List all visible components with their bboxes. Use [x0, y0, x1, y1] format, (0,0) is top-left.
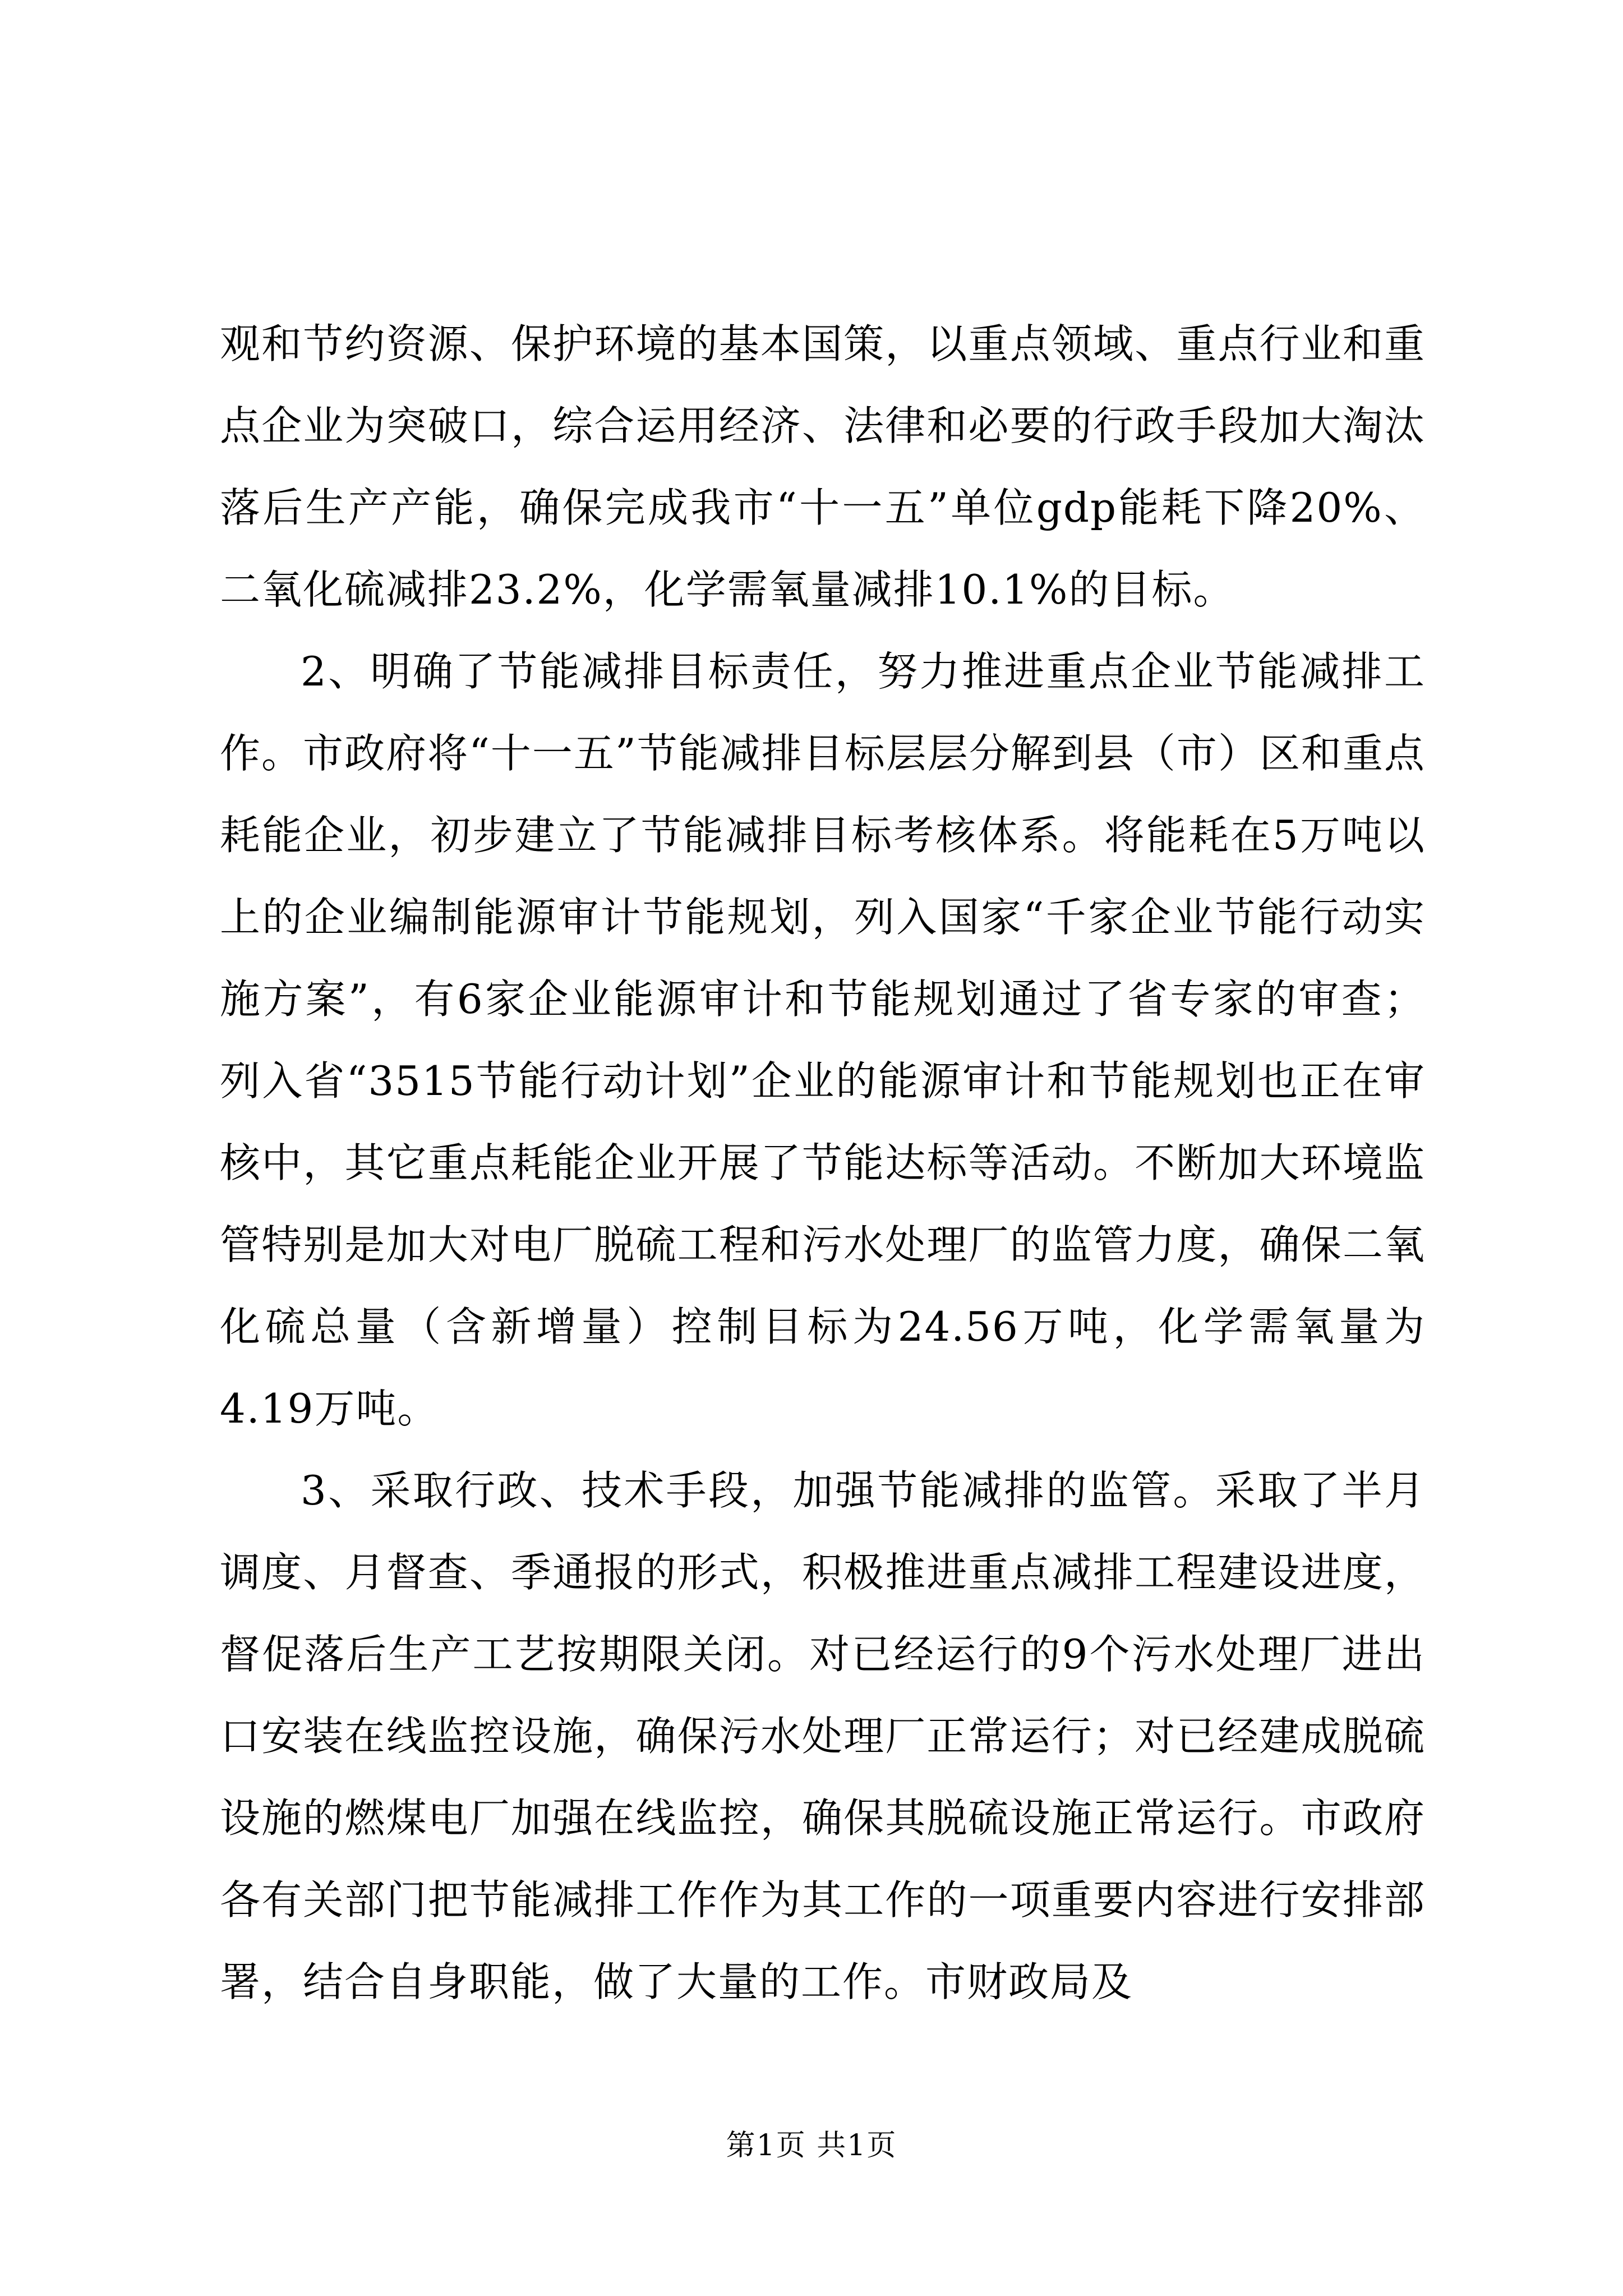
page-footer [0, 2126, 1623, 2165]
paragraph-2: 2、明确了节能减排目标责任，努力推进重点企业节能减排工作。市政府将“十一五”节能减排目标层层分解到县（市）区和重点耗能企业，初步建立了节能减排目标考核体系。将能耗在5万吨以上的企业编制能源审计节能规划，列入国家“千家企业节能行动实施方案”，有6家企业能源审计和节能规划通过了省专家的审查；列入省“3515节能行动计划”企业的能源审计和节能规划也正在审核中，其它重点耗能企业开展了节能达标等活动。不断加大环境监管特别是加大对电厂脱硫工程和污水处理厂的监管力度，确保二氧化硫总量（含新增量）控制目标为24.56万吨，化学需氧量为4.19万吨。 [220, 648, 1426, 1432]
paragraph-3: 3、采取行政、技术手段，加强节能减排的监管。采取了半月调度、月督查、季通报的形式，积极推进重点减排工程建设进度，督促落后生产工艺按期限关闭。对已经运行的9个污水处理厂进出口安装在线监控设施，确保污水处理厂正常运行；对已经建成脱硫设施的燃煤电厂加强在线监控，确保其脱硫设施正常运行。市政府各有关部门把节能减排工作作为其工作的一项重要内容进行安排部署，结合自身职能，做了大量的工作。市财政局及 [220, 1467, 1426, 2005]
paragraph-1: 观和节约资源、保护环境的基本国策，以重点领域、重点行业和重点企业为突破口，综合运用经济、法律和必要的行政手段加大淘汰落后生产产能，确保完成我市“十一五”单位gdp能耗下降20%、二氧化硫减排23.2%，化学需氧量减排10.1%的目标。 [220, 320, 1426, 613]
document-body [220, 303, 1426, 2023]
page-number-label: 第1页 共1页 [726, 2129, 897, 2162]
